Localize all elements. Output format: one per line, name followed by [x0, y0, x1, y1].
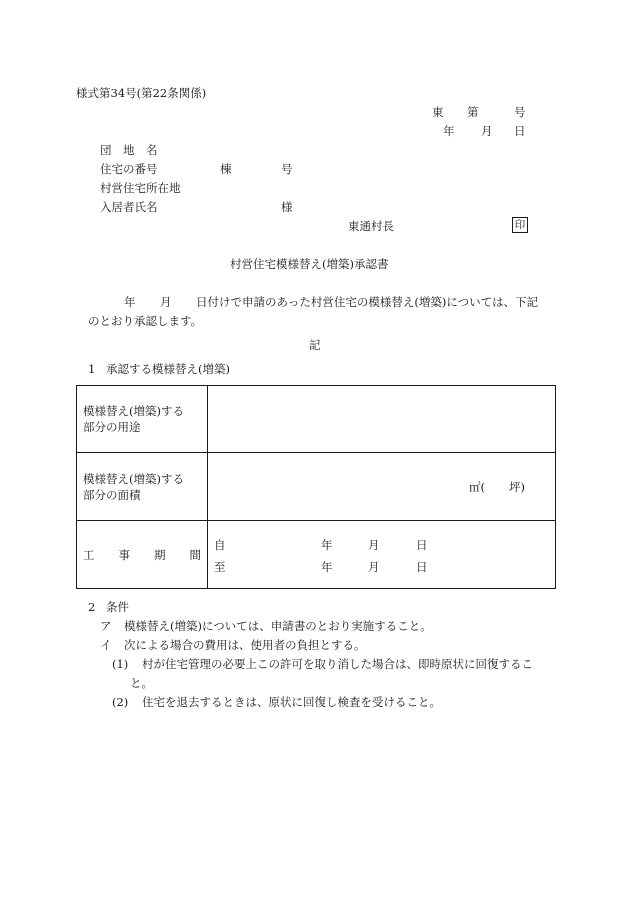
- period-label-char-2: 事: [118, 547, 130, 562]
- ki-mark: 記: [309, 338, 321, 352]
- doc-no-suffix: 号: [514, 105, 526, 119]
- period-to-day: 日: [416, 560, 428, 574]
- item1-line1: 村が住宅管理の必要上この許可を取り消した場合は、即時原状に回復するこ: [142, 657, 533, 671]
- danchi-label: 団 地 名: [100, 143, 158, 157]
- sama-label: 様: [281, 200, 293, 214]
- seal-mark: 印: [512, 217, 528, 233]
- date-year: 年: [443, 124, 455, 138]
- area-unit-tsubo: 坪): [509, 480, 525, 494]
- item1-line2: と。: [130, 676, 153, 690]
- condition-i-mark: イ: [100, 638, 112, 652]
- section1-number: 1: [88, 362, 96, 376]
- date-day: 日: [514, 124, 526, 138]
- item2-text: 住宅を退去するときは、原状に回復し検査を受けること。: [142, 695, 441, 709]
- condition-a-text: 模様替え(増築)については、申請書のとおり実施すること。: [124, 619, 432, 633]
- section1-title: 承認する模様替え(増築): [106, 362, 230, 376]
- period-label-char-1: 工: [83, 547, 95, 562]
- date-month: 月: [481, 124, 493, 138]
- condition-i-text: 次による場合の費用は、使用者の負担とする。: [124, 638, 366, 652]
- area-label-line1: 模様替え(増築)する: [83, 471, 184, 486]
- area-label-cell: [77, 453, 208, 521]
- body-line2: のとおり承認します。: [88, 314, 203, 328]
- doc-no-mid: 第: [467, 105, 479, 119]
- item2-mark: (2): [112, 695, 129, 709]
- document-title: 村営住宅模様替え(増築)承認書: [230, 257, 389, 271]
- body-year: 年: [124, 295, 136, 309]
- section2-number: 2: [88, 600, 96, 614]
- area-unit-m2: ㎡(: [469, 480, 485, 494]
- period-to-mark: 至: [214, 560, 226, 574]
- usage-label-line2: 部分の用途: [83, 420, 141, 434]
- issuer-name: 東通村長: [348, 219, 394, 233]
- period-label-char-3: 期: [154, 547, 166, 562]
- form-number: 様式第34号(第22条関係): [76, 86, 207, 100]
- period-to-year: 年: [321, 560, 333, 574]
- period-value-cell[interactable]: [208, 521, 556, 589]
- condition-a-mark: ア: [100, 619, 112, 633]
- period-to-month: 月: [368, 560, 380, 574]
- house-no-label: 住宅の番号: [100, 162, 158, 176]
- area-value-cell[interactable]: [208, 453, 556, 521]
- approval-table: [76, 385, 556, 589]
- gou-label: 号: [281, 162, 293, 176]
- period-from-year: 年: [321, 538, 333, 552]
- tou-label: 棟: [220, 162, 232, 176]
- period-label-cell: [77, 521, 208, 589]
- body-line1: 日付けで申請のあった村営住宅の模様替え(増築)については、下記: [196, 295, 539, 309]
- area-label-line2: 部分の面積: [83, 487, 141, 502]
- usage-label-line1: 模様替え(増築)する: [83, 404, 184, 418]
- doc-no-prefix: 東: [432, 105, 444, 119]
- section2-title: 条件: [106, 600, 129, 614]
- body-month: 月: [160, 295, 172, 309]
- period-from-mark: 自: [214, 538, 226, 552]
- usage-value-cell[interactable]: [208, 386, 556, 453]
- period-label-char-4: 間: [189, 547, 201, 562]
- period-from-day: 日: [416, 538, 428, 552]
- table-row: [77, 386, 556, 453]
- item1-mark: (1): [112, 657, 129, 671]
- period-from-month: 月: [368, 538, 380, 552]
- resident-label: 入居者氏名: [100, 200, 158, 214]
- usage-label-cell: [77, 386, 208, 453]
- address-label: 村営住宅所在地: [100, 181, 181, 195]
- table-row: [77, 521, 556, 589]
- table-row: [77, 453, 556, 521]
